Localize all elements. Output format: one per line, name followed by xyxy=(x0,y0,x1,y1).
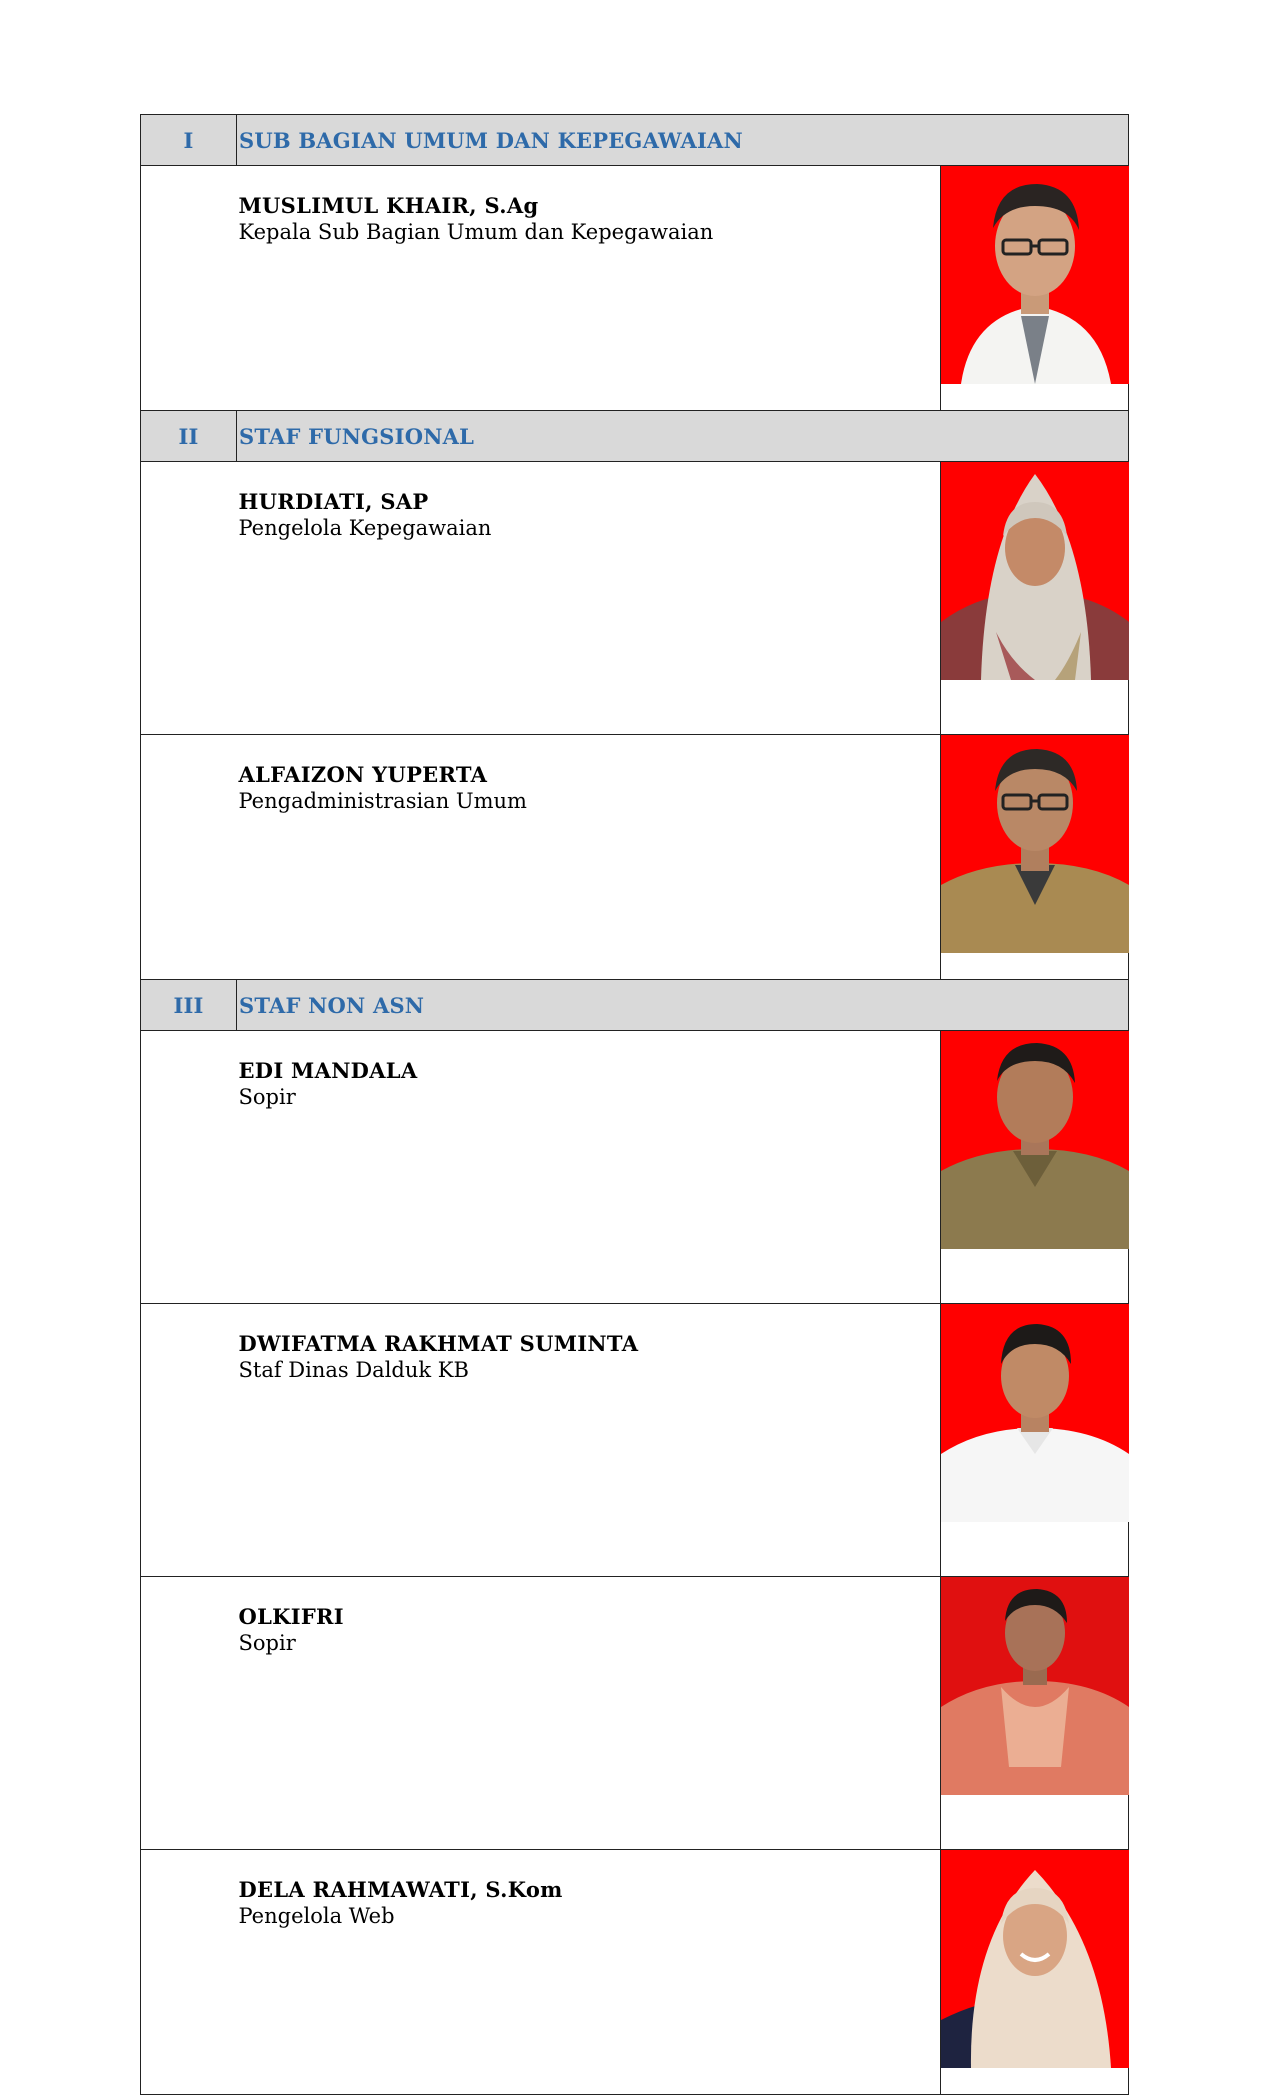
staff-photo xyxy=(941,166,1129,384)
staff-role: Staf Dinas Dalduk KB xyxy=(238,1358,469,1382)
section-number: III xyxy=(141,980,237,1031)
staff-name: DELA RAHMAWATI, S.Kom xyxy=(238,1877,563,1902)
staff-role: Pengelola Web xyxy=(238,1904,395,1928)
staff-row xyxy=(141,462,1129,735)
staff-photo xyxy=(941,1304,1129,1522)
section-header-row xyxy=(141,980,1129,1031)
staff-name: EDI MANDALA xyxy=(238,1058,418,1083)
section-title: STAF NON ASN xyxy=(237,980,1129,1031)
staff-photo xyxy=(941,1850,1129,2068)
staff-row xyxy=(141,1577,1129,1850)
staff-name: ALFAIZON YUPERTA xyxy=(238,762,488,787)
section-number: II xyxy=(141,411,237,462)
staff-info xyxy=(237,1850,941,2095)
section-header-row xyxy=(141,411,1129,462)
staff-name: MUSLIMUL KHAIR, S.Ag xyxy=(238,193,539,218)
staff-name: DWIFATMA RAKHMAT SUMINTA xyxy=(238,1331,639,1356)
staff-info xyxy=(237,1304,941,1577)
staff-role: Pengadministrasian Umum xyxy=(238,789,527,813)
staff-directory-page xyxy=(140,114,1128,2095)
staff-info xyxy=(237,1031,941,1304)
section-title: SUB BAGIAN UMUM DAN KEPEGAWAIAN xyxy=(237,115,1129,166)
staff-row xyxy=(141,1304,1129,1577)
staff-row xyxy=(141,166,1129,411)
staff-info xyxy=(237,166,941,411)
staff-photo xyxy=(941,735,1129,953)
staff-photo xyxy=(941,1577,1129,1795)
staff-name: OLKIFRI xyxy=(238,1604,344,1629)
staff-info xyxy=(237,1577,941,1850)
section-title: STAF FUNGSIONAL xyxy=(237,411,1129,462)
section-header-row xyxy=(141,115,1129,166)
staff-role: Pengelola Kepegawaian xyxy=(238,516,492,540)
staff-row xyxy=(141,1850,1129,2095)
staff-info xyxy=(237,735,941,980)
staff-row xyxy=(141,1031,1129,1304)
staff-photo xyxy=(941,1031,1129,1249)
staff-info xyxy=(237,462,941,735)
staff-row xyxy=(141,735,1129,980)
staff-table xyxy=(140,114,1129,2095)
staff-photo xyxy=(941,462,1129,680)
staff-role: Sopir xyxy=(238,1085,296,1109)
staff-name: HURDIATI, SAP xyxy=(238,489,429,514)
staff-role: Sopir xyxy=(238,1631,296,1655)
staff-role: Kepala Sub Bagian Umum dan Kepegawaian xyxy=(238,220,714,244)
section-number: I xyxy=(141,115,237,166)
